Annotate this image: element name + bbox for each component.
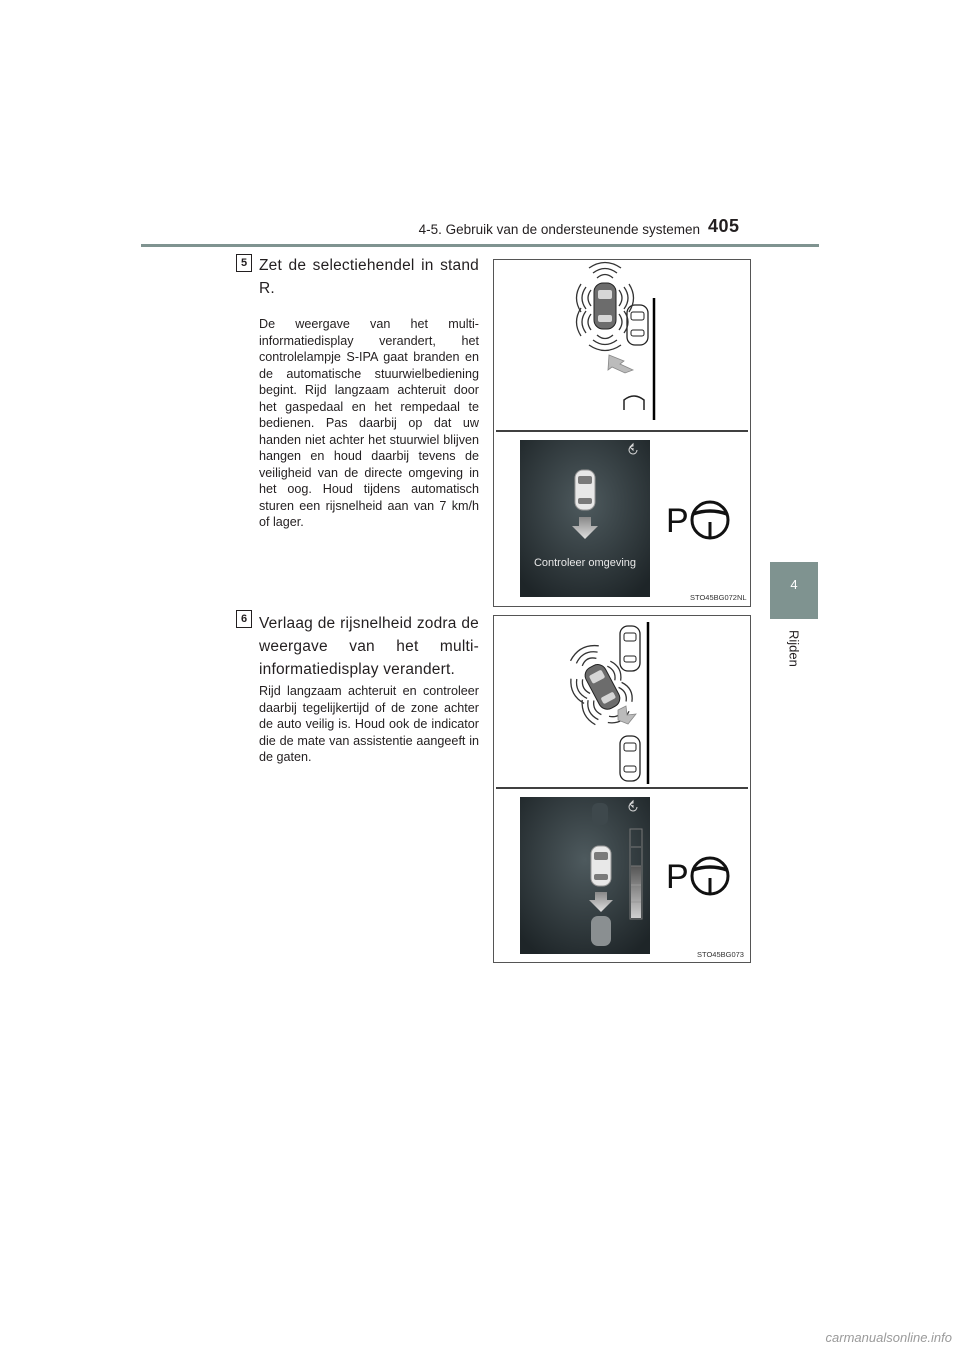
display-text: Controleer omgeving xyxy=(533,557,637,569)
car-icon xyxy=(620,736,640,781)
indicator-letter: P xyxy=(666,502,689,540)
figure-step-5 xyxy=(493,259,751,607)
car-icon xyxy=(575,470,595,510)
step-title: Zet de selectiehendel in stand R. xyxy=(259,257,479,297)
chapter-tab xyxy=(770,562,818,619)
figure-illustration xyxy=(494,260,750,606)
figure-illustration xyxy=(494,616,750,962)
figure-code: STO45BG072NL xyxy=(690,593,747,602)
page-number: 405 xyxy=(708,216,740,236)
step-number: 5 xyxy=(236,254,252,272)
chapter-label: Rijden xyxy=(786,630,802,667)
car-icon xyxy=(620,626,640,671)
step-title: Verlaag de rijsnelheid zodra de weergave van het multi-informatiedisplay verandert. xyxy=(259,615,479,678)
car-icon xyxy=(591,846,611,886)
section-title: 4-5. Gebruik van de ondersteunende systemen xyxy=(418,222,700,237)
watermark: carmanualsonline.info xyxy=(825,1330,952,1345)
figure-code: STO45BG073 xyxy=(697,950,744,959)
step-number: 6 xyxy=(236,610,252,628)
indicator-letter: P xyxy=(666,858,689,896)
step-body: De weergave van het multi-informatiedisplay verandert, het controlelampje S-IPA gaat branden en de automatische stuurwielbediening begint. Rijd langzaam achteruit door het gaspedaal en het rempedaal te bedienen. Pas daarbij op dat uw handen niet achter het stuurwiel blijven hangen en houd daarbij tevens de veiligheid van de directe omgeving in het oog. Houd tijdens automatisch sturen een rijsnelheid aan van 7 km/h of lager. xyxy=(259,317,479,529)
step-body: Rijd langzaam achteruit en controleer daarbij tegelijkertijd of de zone achter de auto veilig is. Houd ook de indicator die de mate van assistentie aangeeft in de gaten. xyxy=(259,684,479,764)
header-rule xyxy=(141,244,819,247)
car-icon xyxy=(594,283,616,329)
steering-wheel-icon xyxy=(692,858,728,894)
steering-wheel-icon xyxy=(692,502,728,538)
figure-step-6 xyxy=(493,615,751,963)
chapter-number: 4 xyxy=(790,577,798,592)
